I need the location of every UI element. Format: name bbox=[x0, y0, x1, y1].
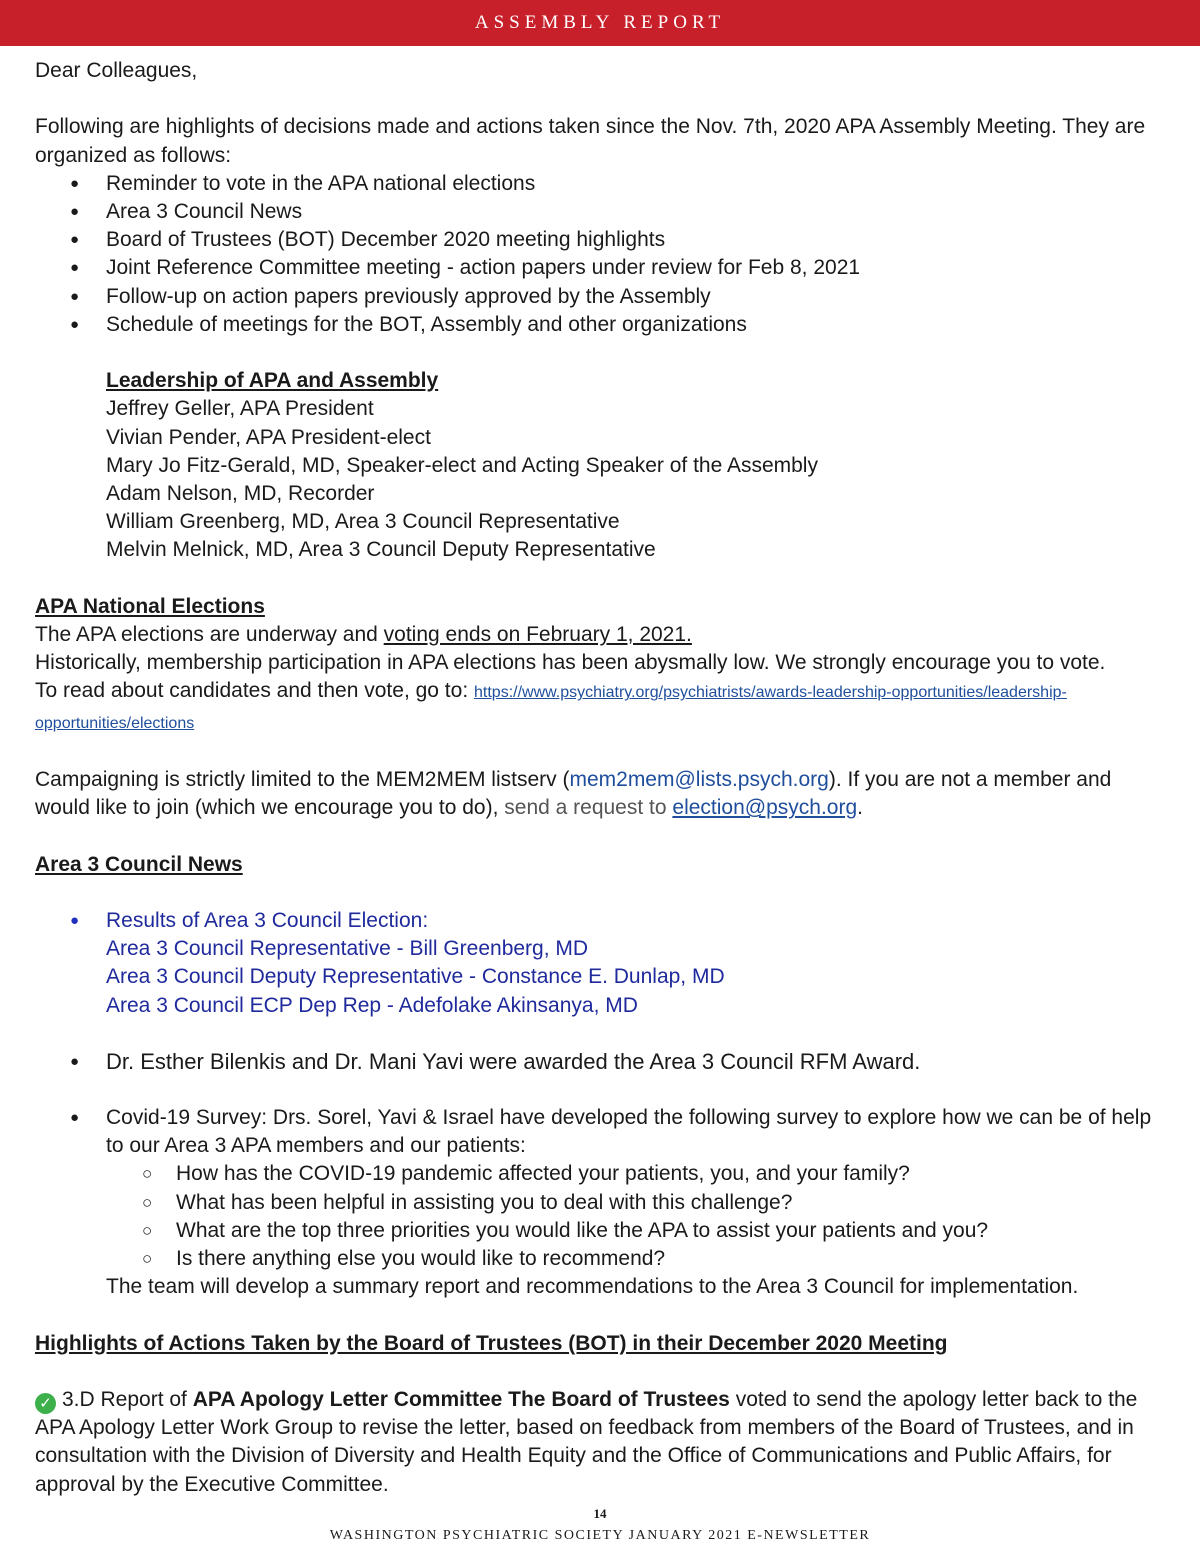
list-item: ○ What are the top three priorities you would like the APA to assist your patients and you? bbox=[176, 1217, 1170, 1245]
area3-heading: Area 3 Council News bbox=[35, 852, 243, 876]
leader-line: William Greenberg, MD, Area 3 Council Representative bbox=[106, 510, 620, 534]
list-item: ● Reminder to vote in the APA national elections bbox=[106, 170, 1170, 198]
elections-line: The APA elections are underway and voting ends on February 1, 2021. bbox=[35, 623, 692, 647]
election-email-link[interactable]: election@psych.org bbox=[672, 796, 858, 820]
survey-intro: ● Covid-19 Survey: Drs. Sorel, Yavi & Israel have developed the following survey to explore how we can be of help to our Area 3 APA members and our patients: bbox=[106, 1106, 1152, 1158]
result-line: Area 3 Council Deputy Representative - Constance E. Dunlap, MD bbox=[106, 965, 725, 989]
results-title: ● Results of Area 3 Council Election: bbox=[106, 909, 429, 932]
list-item: ● Joint Reference Committee meeting - action papers under review for Feb 8, 2021 bbox=[106, 254, 1170, 282]
leader-line: Vivian Pender, APA President-elect bbox=[106, 425, 431, 449]
page-number: 14 bbox=[593, 1506, 607, 1521]
leader-line: Melvin Melnick, MD, Area 3 Council Deputy Representative bbox=[106, 538, 656, 562]
list-item bbox=[106, 1104, 1170, 1301]
leadership-heading: Leadership of APA and Assembly bbox=[106, 369, 439, 393]
report-banner: ASSEMBLY REPORT bbox=[0, 0, 1200, 46]
leader-line: Adam Nelson, MD, Recorder bbox=[106, 482, 375, 506]
elections-link-line: To read about candidates and then vote, go to: https://www.psychiatry.org/psychiatrists/awards-leadership-opportunities/leadership-opportunities/elections bbox=[35, 679, 1067, 732]
voting-deadline: voting ends on February 1, 2021. bbox=[383, 623, 692, 647]
elections-link[interactable]: https://www.psychiatry.org/psychiatrists/awards-leadership-opportunities/leadership-opportunities/elections bbox=[35, 684, 1067, 732]
footer-text: WASHINGTON PSYCHIATRIC SOCIETY JANUARY 2021 E-NEWSLETTER bbox=[329, 1528, 871, 1543]
list-item: ● Area 3 Council News bbox=[106, 198, 1170, 226]
list-item: ● Schedule of meetings for the BOT, Assembly and other organizations bbox=[106, 311, 1170, 339]
list-item: ○ How has the COVID-19 pandemic affected your patients, you, and your family? bbox=[176, 1160, 1170, 1188]
award-list bbox=[35, 1048, 1170, 1076]
survey-list bbox=[35, 1104, 1170, 1301]
mem2mem-email[interactable]: mem2mem@lists.psych.org bbox=[569, 768, 829, 792]
intro-paragraph: Following are highlights of decisions made and actions taken since the Nov. 7th, 2020 APA Assembly Meeting. They are organized as follows: bbox=[35, 115, 1146, 167]
result-line: Area 3 Council ECP Dep Rep - Adefolake Akinsanya, MD bbox=[106, 993, 638, 1017]
elections-participation: Historically, membership participation in APA elections has been abysmally low. We strongly encourage you to vote. bbox=[35, 651, 1106, 675]
area3-list bbox=[35, 907, 1170, 1020]
result-line: Area 3 Council Representative - Bill Greenberg, MD bbox=[106, 937, 589, 961]
elections-heading: APA National Elections bbox=[35, 594, 265, 618]
leadership-section bbox=[35, 367, 1170, 564]
leader-line: Jeffrey Geller, APA President bbox=[106, 397, 374, 421]
campaign-paragraph: Campaigning is strictly limited to the MEM2MEM listserv (mem2mem@lists.psych.org). If you are not a member and would like to join (which we encourage you to do), send a request to election@psych.org. bbox=[35, 768, 1112, 820]
report-body bbox=[35, 57, 1170, 1499]
list-item: ○ What has been helpful in assisting you to deal with this challenge? bbox=[176, 1189, 1170, 1217]
list-item: ● Follow-up on action papers previously approved by the Assembly bbox=[106, 283, 1170, 311]
salutation: Dear Colleagues, bbox=[35, 59, 198, 82]
list-item: ● Dr. Esther Bilenkis and Dr. Mani Yavi were awarded the Area 3 Council RFM Award. bbox=[106, 1048, 1170, 1076]
bot-item: ✓ 3.D Report of APA Apology Letter Committee The Board of Trustees voted to send the apology letter back to the APA Apology Letter Work Group to revise the letter, based on feedback from members of the Board of Trustees, and in consultation with the Division of Diversity and Health Equity and the Office of Communications and Public Affairs, for approval by the Executive Committee. bbox=[35, 1388, 1138, 1496]
check-circle-icon: ✓ bbox=[35, 1393, 56, 1414]
list-item: ● Board of Trustees (BOT) December 2020 meeting highlights bbox=[106, 226, 1170, 254]
bot-heading: Highlights of Actions Taken by the Board of Trustees (BOT) in their December 2020 Meeting bbox=[35, 1331, 948, 1355]
topics-list bbox=[35, 170, 1170, 339]
survey-questions bbox=[106, 1160, 1170, 1273]
leader-line: Mary Jo Fitz-Gerald, MD, Speaker-elect and Acting Speaker of the Assembly bbox=[106, 453, 818, 477]
list-item: ○ Is there anything else you would like to recommend? bbox=[176, 1245, 1170, 1273]
list-item bbox=[106, 907, 1170, 1020]
survey-outro: The team will develop a summary report and recommendations to the Area 3 Council for implementation. bbox=[106, 1275, 1079, 1299]
